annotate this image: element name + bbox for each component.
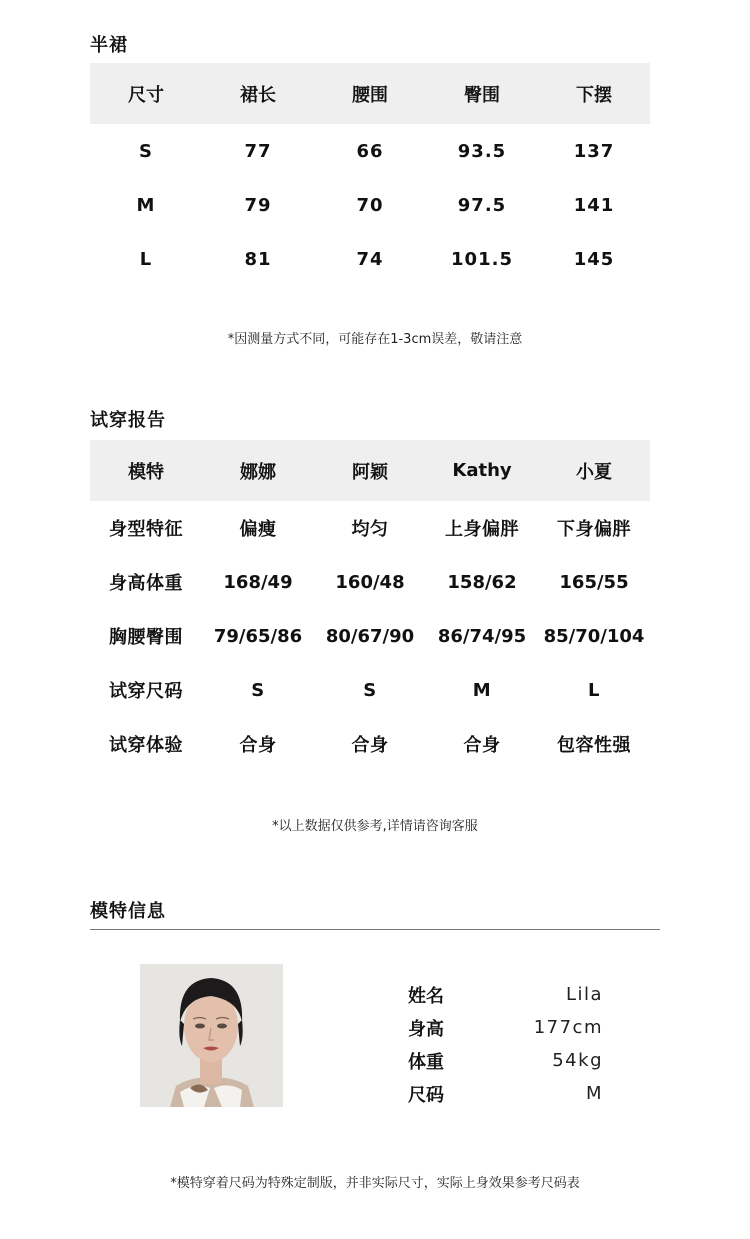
- row-label: 试穿体验: [109, 735, 183, 756]
- field-label: 身高: [408, 1018, 444, 1040]
- table-row: [90, 663, 650, 717]
- table-cell: 77: [244, 140, 272, 162]
- table-cell: 80/67/90: [325, 625, 415, 647]
- table-row: [90, 124, 650, 178]
- table-cell: S: [363, 679, 377, 701]
- model-photo: [140, 964, 283, 1107]
- table-cell: 均匀: [351, 519, 389, 540]
- table-cell: S: [139, 140, 153, 162]
- table-cell: 168/49: [223, 571, 293, 593]
- table-cell: 合身: [351, 735, 389, 756]
- row-label: 身型特征: [109, 519, 183, 540]
- table-row: [90, 555, 650, 609]
- column-header: 尺寸: [90, 63, 202, 124]
- column-header: 娜娜: [202, 440, 314, 501]
- section-divider: [90, 929, 660, 930]
- fit-report-table: [90, 440, 650, 771]
- model-name-row: [408, 978, 603, 1011]
- table-header-row: [90, 440, 650, 501]
- table-cell: 101.5: [451, 248, 513, 270]
- table-cell: M: [472, 679, 492, 701]
- table-cell: 74: [356, 248, 384, 270]
- table-row: [90, 232, 650, 286]
- column-header: Kathy: [426, 440, 538, 501]
- table-row: [90, 609, 650, 663]
- table-cell: M: [136, 194, 156, 216]
- table-header-row: [90, 63, 650, 124]
- table-cell: 81: [244, 248, 272, 270]
- table-cell: L: [139, 248, 153, 270]
- table-cell: 79: [244, 194, 272, 216]
- fit-report-title: 试穿报告: [90, 410, 166, 431]
- table-cell: S: [251, 679, 265, 701]
- table-cell: 97.5: [457, 194, 507, 216]
- table-row: [90, 501, 650, 555]
- table-cell: 85/70/104: [543, 625, 645, 647]
- model-info-list: [408, 978, 603, 1110]
- field-value: 177cm: [533, 1017, 603, 1038]
- table-cell: 偏瘦: [239, 519, 277, 540]
- field-value: M: [585, 1083, 603, 1104]
- table-row: [90, 717, 650, 771]
- column-header: 小夏: [538, 440, 650, 501]
- column-header: 下摆: [538, 63, 650, 124]
- table-row: [90, 178, 650, 232]
- table-cell: 158/62: [447, 571, 517, 593]
- measurement-note: *因测量方式不同，可能存在1-3cm误差，敬请注意: [227, 332, 523, 347]
- table-cell: 145: [573, 248, 615, 270]
- column-header: 模特: [90, 440, 202, 501]
- model-info-title: 模特信息: [90, 901, 166, 922]
- custom-size-note: *模特穿着尺码为特殊定制版，并非实际尺寸，实际上身效果参考尺码表: [170, 1176, 580, 1191]
- column-header: 臀围: [426, 63, 538, 124]
- table-cell: 165/55: [559, 571, 629, 593]
- model-weight-row: [408, 1044, 603, 1077]
- model-size-row: [408, 1077, 603, 1110]
- field-label: 体重: [408, 1051, 444, 1073]
- table-cell: 合身: [239, 735, 277, 756]
- skirt-section-title: 半裙: [90, 35, 128, 56]
- model-portrait-icon: [140, 964, 283, 1107]
- table-cell: 合身: [463, 735, 501, 756]
- row-label: 胸腰臀围: [109, 627, 183, 648]
- table-cell: 86/74/95: [437, 625, 527, 647]
- table-cell: 70: [356, 194, 384, 216]
- column-header: 阿颖: [314, 440, 426, 501]
- table-cell: 下身偏胖: [557, 519, 631, 540]
- table-cell: 上身偏胖: [445, 519, 519, 540]
- column-header: 腰围: [314, 63, 426, 124]
- table-cell: 137: [573, 140, 615, 162]
- field-label: 尺码: [408, 1084, 444, 1106]
- table-cell: 160/48: [335, 571, 405, 593]
- table-cell: 93.5: [457, 140, 507, 162]
- table-cell: 79/65/86: [213, 625, 303, 647]
- table-cell: 包容性强: [557, 735, 631, 756]
- table-cell: L: [588, 679, 600, 701]
- column-header: 裙长: [202, 63, 314, 124]
- field-value: Lila: [565, 984, 603, 1005]
- row-label: 试穿尺码: [109, 681, 183, 702]
- table-cell: 66: [356, 140, 384, 162]
- model-height-row: [408, 1011, 603, 1044]
- field-label: 姓名: [408, 985, 444, 1007]
- skirt-size-table: [90, 63, 650, 286]
- table-cell: 141: [573, 194, 615, 216]
- field-value: 54kg: [552, 1050, 603, 1071]
- reference-note: *以上数据仅供参考,详情请咨询客服: [272, 819, 478, 834]
- row-label: 身高体重: [109, 573, 183, 594]
